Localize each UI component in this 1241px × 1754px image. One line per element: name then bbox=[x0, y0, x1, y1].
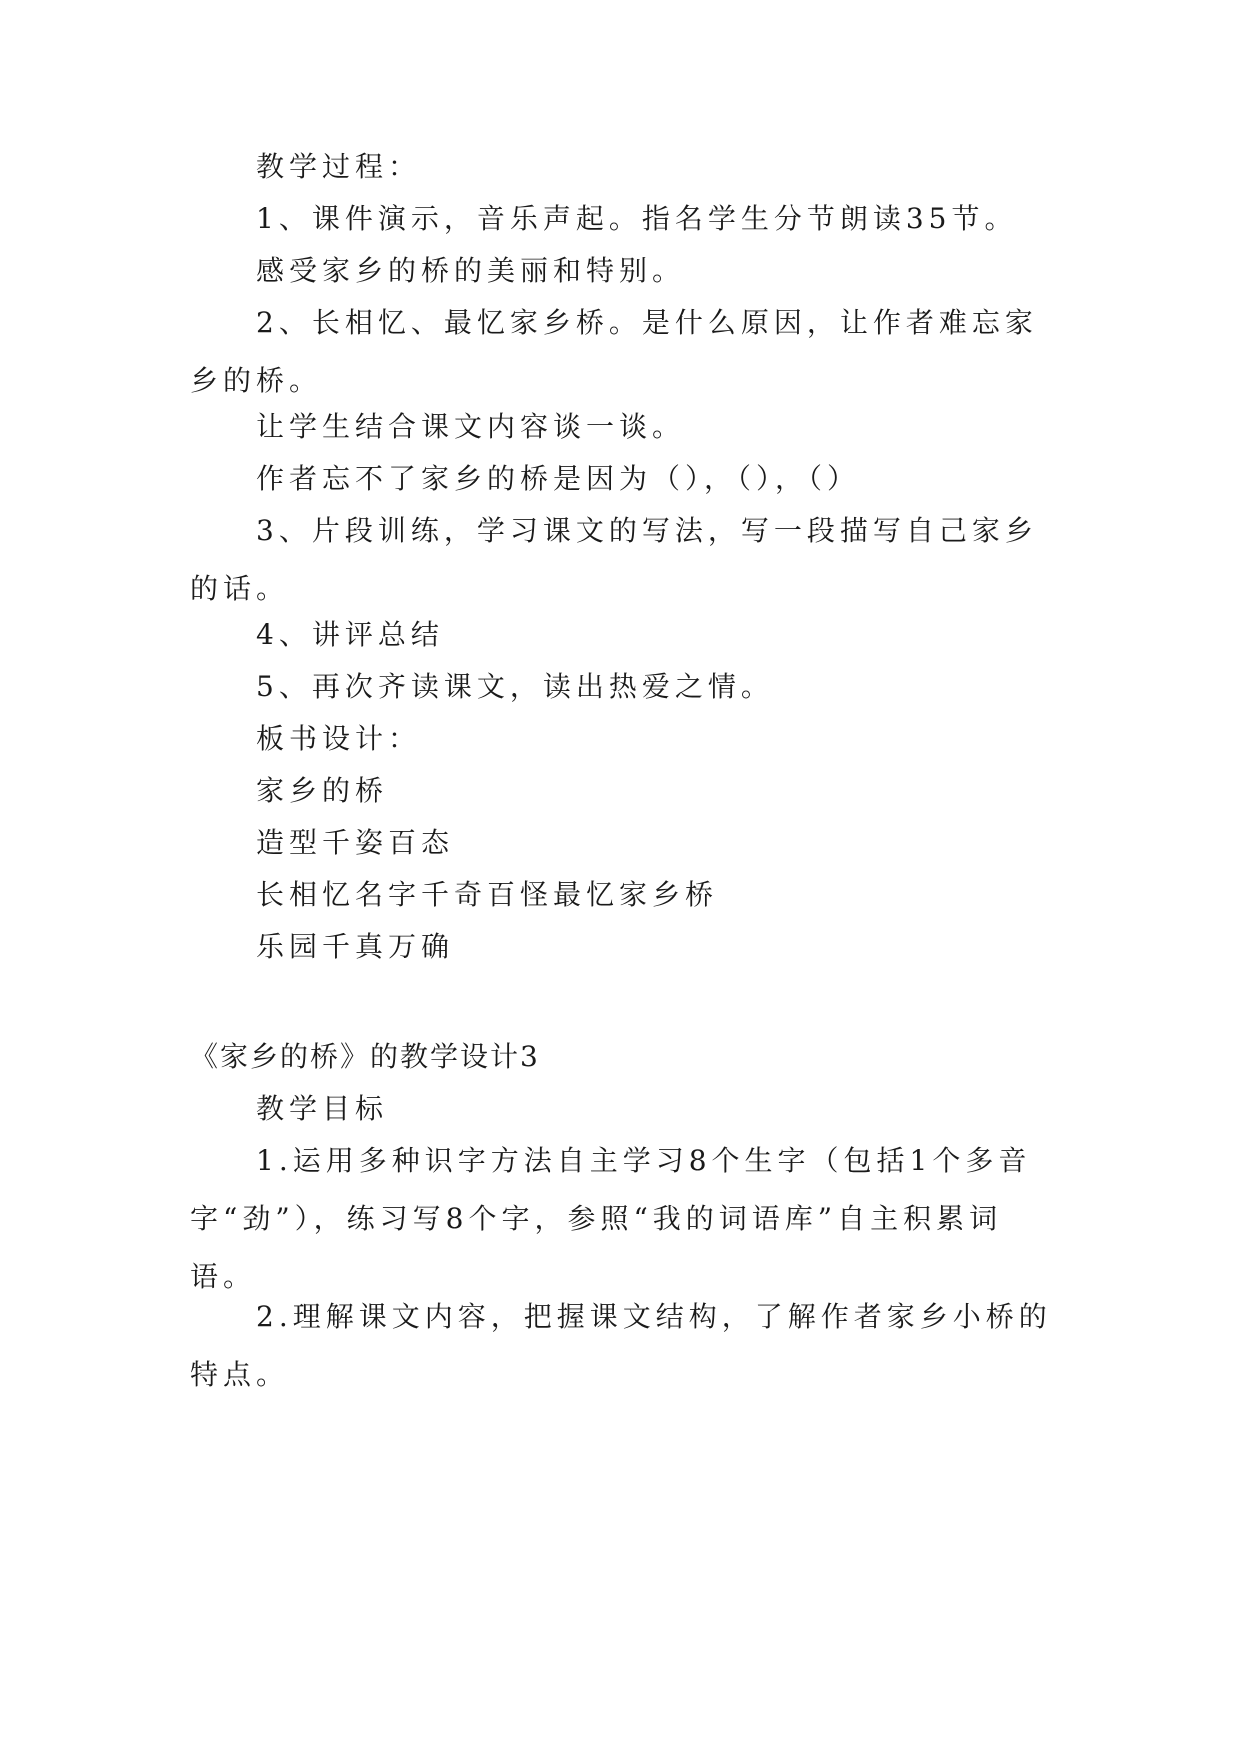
paragraph-goal-2: 2.理解课文内容，把握课文结构，了解作者家乡小桥的特点。 bbox=[190, 1300, 1052, 1391]
section-title: 《家乡的桥》的教学设计3 bbox=[190, 1040, 540, 1073]
paragraph-step-3: 3、片段训练，学习课文的写法，写一段描写自己家乡的话。 bbox=[190, 514, 1038, 605]
paragraph-feel-beauty: 感受家乡的桥的美丽和特别。 bbox=[256, 254, 686, 287]
paragraph-step-5: 5、再次齐读课文，读出热爱之情。 bbox=[256, 670, 774, 703]
paragraph-teaching-process: 教学过程： bbox=[256, 150, 422, 183]
paragraph-discuss: 让学生结合课文内容谈一谈。 bbox=[256, 410, 686, 443]
board-line-title: 家乡的桥 bbox=[256, 774, 389, 807]
paragraph-goal-1: 1.运用多种识字方法自主学习8个生字（包括1个多音字“劲”），练习写8个字，参照“我的词语库”自主积累词语。 bbox=[190, 1144, 1032, 1293]
board-line-shape: 造型千姿百态 bbox=[256, 826, 455, 859]
paragraph-step-2: 2、长相忆、最忆家乡桥。是什么原因，让作者难忘家乡的桥。 bbox=[190, 306, 1038, 397]
paragraph-teaching-goals: 教学目标 bbox=[256, 1092, 389, 1125]
paragraph-board-design: 板书设计： bbox=[256, 722, 422, 755]
paragraph-step-1: 1、课件演示，音乐声起。指名学生分节朗读35节。 bbox=[256, 202, 1018, 235]
board-line-paradise: 乐园千真万确 bbox=[256, 930, 455, 963]
paragraph-step-4: 4、讲评总结 bbox=[256, 618, 444, 651]
board-line-names: 长相忆名字千奇百怪最忆家乡桥 bbox=[256, 878, 719, 911]
paragraph-fill-blanks: 作者忘不了家乡的桥是因为（），（），（） bbox=[256, 462, 861, 495]
